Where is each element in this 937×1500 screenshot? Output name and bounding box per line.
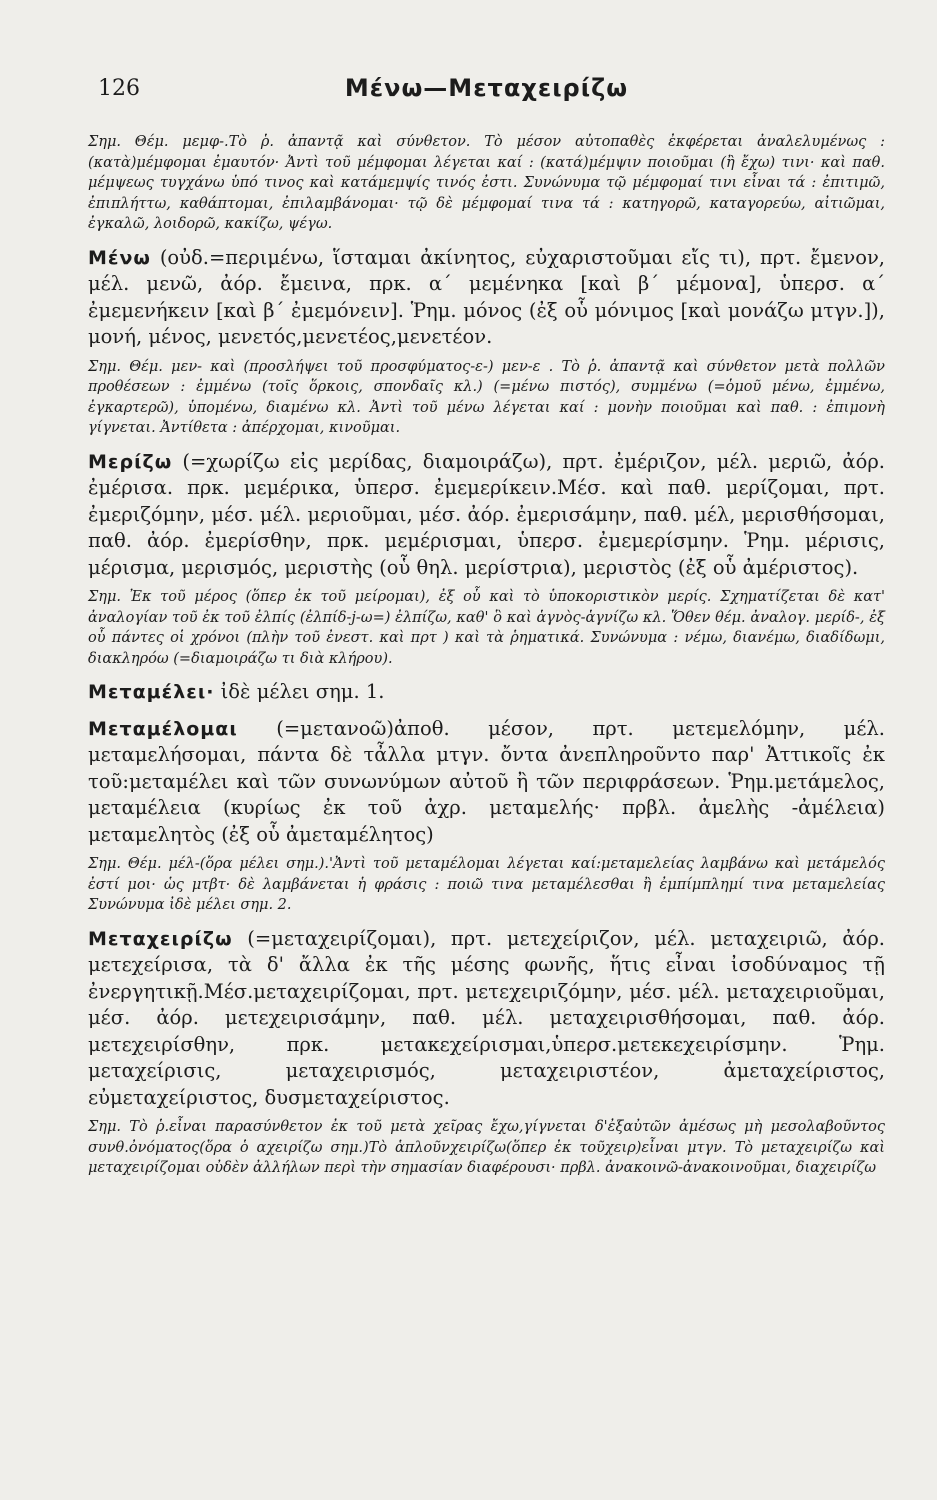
headword: Μένω (88, 246, 151, 269)
page-number: 126 (98, 76, 140, 101)
entry-text: (=μεταχειρίζομαι), πρτ. μετεχείριζον, μέλ. μεταχειριῶ, ἀόρ. μετεχείρισα, τὰ δ' ἄλλα ἐκ τῆς μέσης φωνῆς, ἥτις εἶναι ἰσοδύναμος τῇ ἐνεργητικῇ.Μέσ.μεταχειρίζομαι, πρτ. μετεχειριζόμην, μέσ. μέλ. μεταχειριοῦμαι, μέσ. ἀόρ. μετεχειρισάμην, παθ. μέλ. μεταχειρισθήσομαι, παθ. ἀόρ. μετεχειρίσθην, πρκ. μετακεχείρισμαι,ὑπερσ.μετεκεχειρίσμην. Ῥημ. μεταχείρισις, μεταχειρισμός, μεταχειριστέον, ἀμεταχείριστος, εὐμεταχείριστος, δυσμεταχείριστος. (88, 926, 885, 1109)
page-header (88, 74, 885, 118)
headword: Μεταμέλομαι (88, 717, 238, 740)
dictionary-body (88, 132, 885, 1179)
running-head: Μένω—Μεταχειρίζω (344, 74, 629, 102)
headword: Μεταμέλει· (88, 681, 215, 703)
note-paragraph: Σημ. Θέμ. μεν- καὶ (προσλήψει τοῦ προσφύματος-ε-) μεν-ε . Τὸ ῥ. ἀπαντᾷ καὶ σύνθετον μετὰ πολλῶν προθέσεων : ἐμμένω (τοῖς ὅρκοις, σπονδαῖς κλ.) (=μένω πιστός), συμμένω (=ὁμοῦ μένω, ἐμμένω, ἐγκαρτερῶ), ὑπομένω, διαμένω κλ. Ἀντὶ τοῦ μένω λέγεται καί : μονὴν ποιοῦμαι καὶ παθ. : ἐπιμονὴ γίγνεται. Ἀντίθετα : ἀπέρχομαι, κινοῦμαι. (88, 358, 885, 436)
entry-text: ἰδὲ μέλει σημ. 1. (214, 680, 385, 703)
headword: Μερίζω (88, 450, 173, 473)
note-paragraph: Σημ. Ἐκ τοῦ μέρος (ὅπερ ἐκ τοῦ μείρομαι), ἐξ οὗ καὶ τὸ ὑποκοριστικὸν μερίς. Σχηματίζεται δὲ κατ' ἀναλογίαν τοῦ ἐκ τοῦ ἐλπίς (ἐλπίδ-j-ω=) ἐλπίζω, καθ' ὃ καὶ ἁγνὸς-ἁγνίζω κλ. Ὅθεν θέμ. ἀναλογ. μερίδ-, ἐξ οὗ πάντες οἱ χρόνοι (πλὴν τοῦ ἐνεστ. καὶ πρτ ) καὶ τὰ ῥηματικά. Συνώνυμα : νέμω, διανέμω, διαδίδωμι, διακληρόω (=διαμοιράζω τι διὰ κλήρου). (88, 589, 885, 667)
entry-text: (οὐδ.=περιμένω, ἵσταμαι ἀκίνητος, εὐχαριστοῦμαι εἴς τι), πρτ. ἔμενον, μέλ. μενῶ, ἀόρ. ἔμεινα, πρκ. α΄ μεμένηκα [καὶ β΄ μέμονα], ὑπερσ. α΄ ἐμεμενήκειν [καὶ β΄ ἐμεμόνειν]. Ῥημ. μόνος (ἐξ οὗ μόνιμος [καὶ μονάζω μτγν.]), μονή, μένος, μενετός,μενετέος,μενετέον. (88, 245, 885, 348)
headword: Μεταχειρίζω (88, 927, 233, 950)
note-paragraph: Σημ. Θέμ. μεμφ-.Τὸ ῥ. ἀπαντᾷ καὶ σύνθετον. Τὸ μέσον αὐτοπαθὲς ἐκφέρεται ἀναλελυμένως : (κατὰ)μέμφομαι ἐμαυτόν· Ἀντὶ τοῦ μέμφομαι λέγεται καί : (κατά)μέμψιν ποιοῦμαι (ἢ ἔχω) τινι· καὶ παθ. μέμψεως τυγχάνω ὑπό τινος καὶ κατάμεμψίς τινός ἐστι. Συνώνυμα τῷ μέμφομαί τινι εἶναι τά : ἐπιτιμῶ, ἐπιπλήττω, καθάπτομαι, ἐπιλαμβάνομαι· τῷ δὲ μέμφομαί τινα τά : κατηγορῶ, καταγορεύω, αἰτιῶμαι, ἐγκαλῶ, λοιδορῶ, κακίζω, ψέγω. (88, 134, 885, 232)
dictionary-entry (88, 245, 885, 351)
dictionary-entry (88, 926, 885, 1112)
entry-text: (=χωρίζω εἰς μερίδας, διαμοιράζω), πρτ. ἐμέριζον, μέλ. μεριῶ, ἀόρ. ἐμέρισα. πρκ. μεμέρικα, ὑπερσ. ἐμεμερίκειν.Μέσ. καὶ παθ. μερίζομαι, πρτ. ἐμεριζόμην, μέσ. μέλ. μεριοῦμαι, μέσ. ἀόρ. ἐμερισάμην, παθ. μέλ, μερισθήσομαι, παθ. ἀόρ. ἐμερίσθην, πρκ. μεμέρισμαι, ὑπερσ. ἐμεμερίσμην. Ῥημ. μέρισις, μέρισμα, μερισμός, μεριστὴς (οὗ θηλ. μερίστρια), μεριστὸς (ἐξ οὗ ἀμέριστος). (88, 449, 885, 579)
note-paragraph: Σημ. Τὸ ῥ.εἶναι παρασύνθετον ἐκ τοῦ μετὰ χεῖρας ἔχω,γίγνεται δ'ἐξαὐτῶν ἀμέσως μὴ μεσολαβοῦντος συνθ.ὀνόματος(ὅρα ὁ αχειρίζω σημ.)Τὸ ἁπλοῦνχειρίζω(ὅπερ ἐκ τοῦχειρ)εἶναι μτγν. Τὸ μεταχειρίζω καὶ μεταχειρίζομαι οὐδὲν ἀλλήλων περὶ τὴν σημασίαν διαφέρουσι· πρβλ. ἀνακοινῶ-ἀνακοινοῦμαι, διαχειρίζω (88, 1119, 885, 1176)
dictionary-entry (88, 449, 885, 582)
note-paragraph: Σημ. Θέμ. μέλ-(ὅρα μέλει σημ.).'Ἀντὶ τοῦ μεταμέλομαι λέγεται καί:μεταμελείας λαμβάνω καὶ μετάμελός ἐστί μοι· ὡς μτβτ· δὲ λαμβάνεται ἡ φράσις : ποιῶ τινα μεταμέλεσθαι ἢ ἐμπίμπλημί τινα μεταμελείας Συνώνυμα ἰδὲ μέλει σημ. 2. (88, 856, 885, 913)
entry-text: (=μετανοῶ)ἀποθ. μέσον, πρτ. μετεμελόμην, μέλ. μεταμελήσομαι, πάντα δὲ τἆλλα μτγν. ὄντα ἀνεπληροῦντο παρ' Ἀττικοῖς ἐκ τοῦ:μεταμέλει καὶ τῶν συνωνύμων αὐτοῦ ἢ τῶν περιφράσεων. Ῥημ.μετάμελος, μεταμέλεια (κυρίως ἐκ τοῦ ἀχρ. μεταμελής· πρβλ. ἀμελὴς -ἀμέλεια) μεταμελητὸς (ἐξ οὗ ἀμεταμέλητος) (88, 716, 885, 846)
dictionary-entry (88, 679, 885, 706)
dictionary-entry (88, 716, 885, 849)
